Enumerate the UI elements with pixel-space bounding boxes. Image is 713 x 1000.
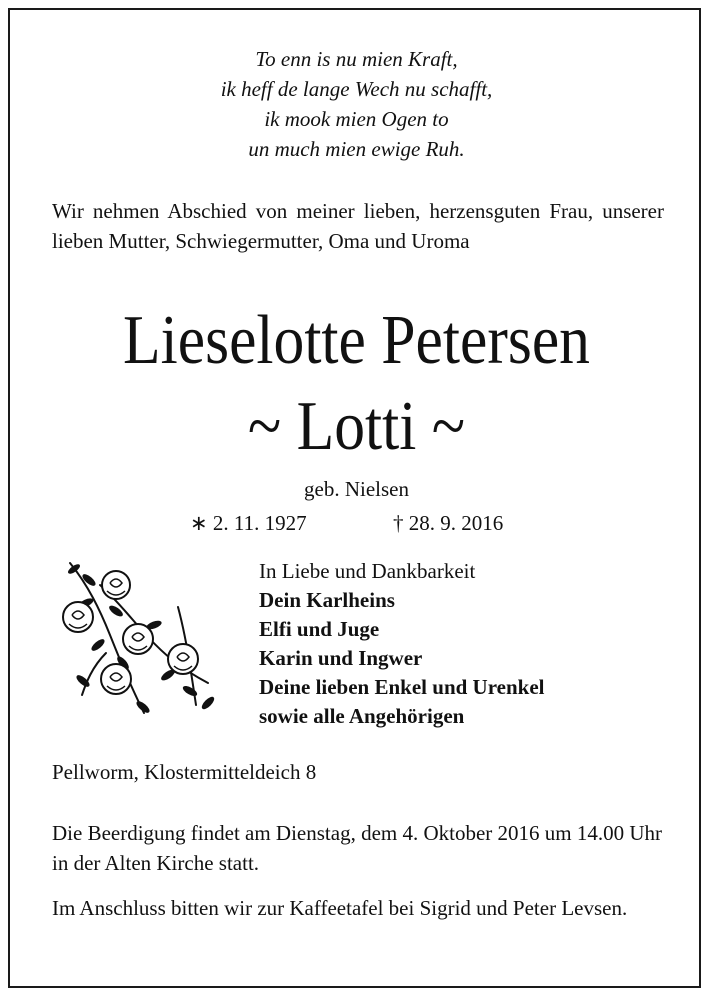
mourner-name: Deine lieben Enkel und Urenkel [259, 675, 545, 699]
deceased-nickname: ~ Lotti ~ [247, 388, 466, 465]
mourner-name: sowie alle Angehörigen [259, 704, 465, 728]
poem-line: To enn is nu mien Kraft, [255, 47, 458, 71]
deceased-name: Lieselotte Petersen [123, 302, 590, 379]
mourners-block [259, 557, 545, 731]
mourner-name: Karin und Ingwer [259, 646, 423, 670]
death-date: † 28. 9. 2016 [393, 511, 504, 535]
maiden-name: geb. Nielsen [304, 477, 409, 501]
roses-icon [58, 555, 223, 720]
mourner-name: Elfi und Juge [259, 617, 380, 641]
mourner-name: Dein Karlheins [259, 588, 395, 612]
poem [0, 44, 713, 164]
mourners-intro: In Liebe und Dankbarkeit [259, 559, 476, 583]
poem-line: ik heff de lange Wech nu schafft, [220, 77, 493, 101]
address: Pellworm, Klostermitteldeich 8 [52, 760, 317, 784]
poem-line: un much mien ewige Ruh. [248, 137, 465, 161]
funeral-info: Die Beerdigung findet am Dienstag, dem 4. Oktober 2016 um 14.00 Uhr in der Alten Kirche statt. [52, 821, 663, 875]
poem-line: ik mook mien Ogen to [264, 107, 449, 131]
reception-info: Im Anschluss bitten wir zur Kaffeetafel bei Sigrid und Peter Levsen. [52, 896, 628, 920]
birth-date: ∗ 2. 11. 1927 [190, 511, 307, 535]
intro-text: Wir nehmen Abschied von meiner lieben, herzensguten Frau, unserer lieben Mutter, Schwiegermutter, Oma und Uroma [52, 199, 664, 253]
